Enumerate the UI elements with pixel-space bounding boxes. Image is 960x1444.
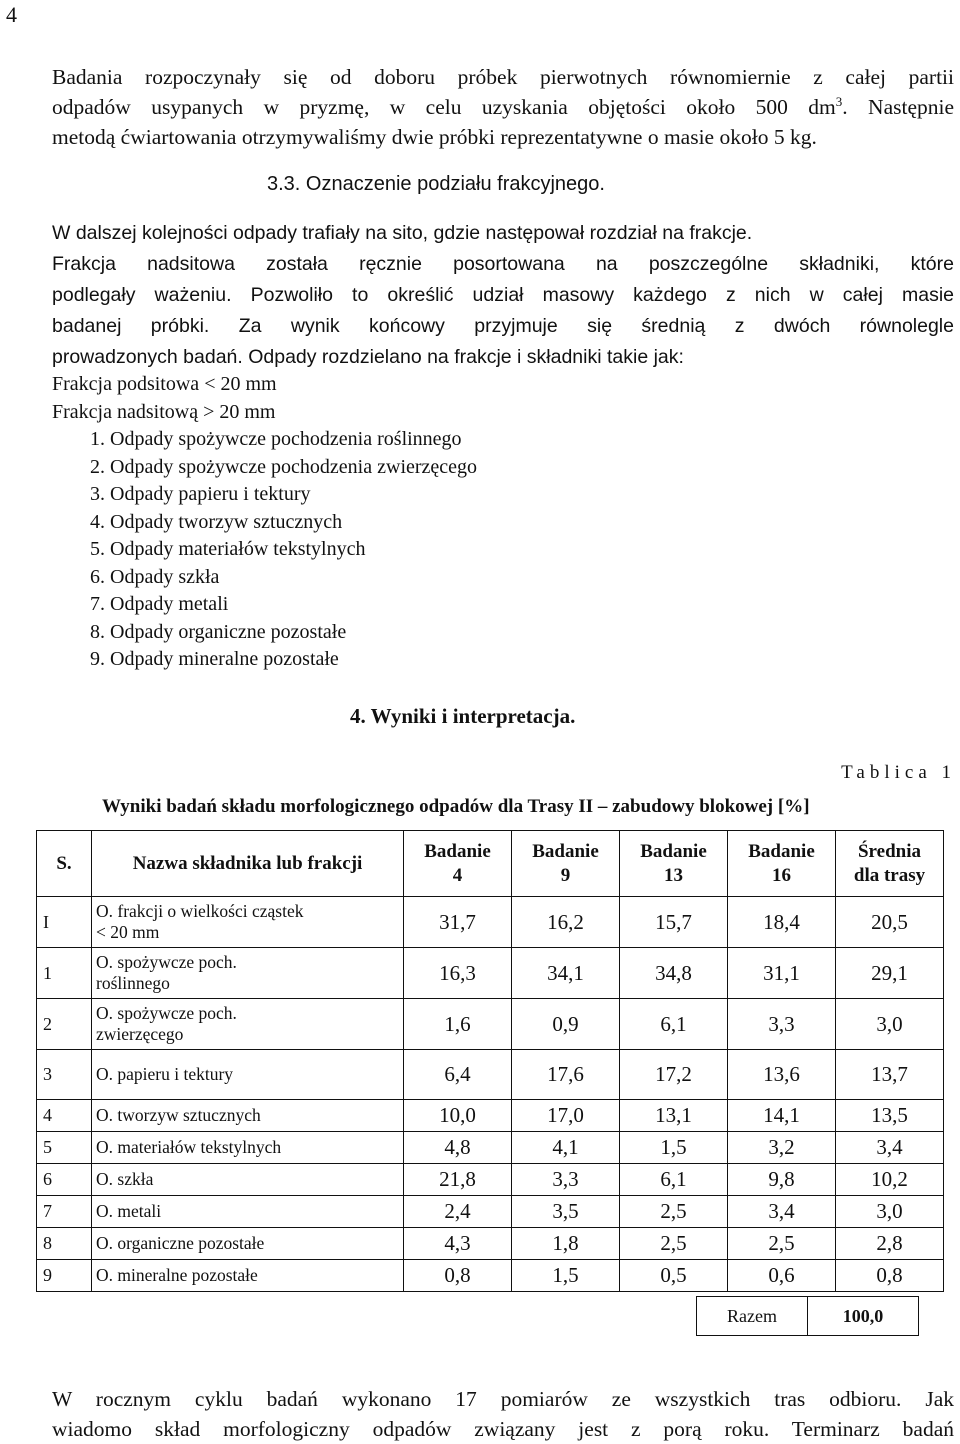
cell-b4: 0,8 (404, 1260, 512, 1292)
table-title: Wyniki badań składu morfologicznego odpadów dla Trasy II – zabudowy blokowej [%] (102, 796, 810, 817)
component-item: 9. Odpady mineralne pozostałe (90, 648, 339, 670)
header-average: Średnia dla trasy (836, 831, 944, 897)
table-row (37, 1132, 944, 1164)
section-3-3-line-4: badanej próbki. Za wynik końcowy przyjmuje się średnią z dwóch równolegle (52, 315, 954, 337)
cell-avg: 20,5 (836, 897, 944, 948)
cell-b13: 15,7 (620, 897, 728, 948)
component-item: 6. Odpady szkła (90, 565, 220, 588)
row-symbol: I (37, 897, 92, 948)
row-symbol: 7 (37, 1196, 92, 1228)
cell-avg: 3,0 (836, 1196, 944, 1228)
intro-line-2: odpadów usypanych w pryzmę, w celu uzyskania objętości około 500 $dm^3$. Następnie (52, 93, 955, 119)
total-table (696, 1296, 919, 1336)
table-row (37, 1228, 944, 1260)
cell-b16: 14,1 (728, 1100, 836, 1132)
component-item: 8. Odpady organiczne pozostałe (90, 620, 347, 643)
cell-b16: 13,6 (728, 1050, 836, 1100)
cell-avg: 0,8 (836, 1260, 944, 1292)
intro-paragraph (52, 62, 954, 152)
total-label: Razem (697, 1297, 808, 1336)
cell-b4: 2,4 (404, 1196, 512, 1228)
cell-b4: 10,0 (404, 1100, 512, 1132)
cell-avg: 2,8 (836, 1228, 944, 1260)
section-3-3-line-5: prowadzonych badań. Odpady rozdzielano na frakcje i składniki takie jak: (52, 346, 684, 368)
cell-b4: 1,6 (404, 999, 512, 1050)
row-name: O. mineralne pozostałe (92, 1260, 404, 1292)
section-3-3-line-1: W dalszej kolejności odpady trafiały na sito, gdzie następował rozdział na frakcje. (52, 222, 753, 244)
row-symbol: 5 (37, 1132, 92, 1164)
cell-b9: 1,5 (512, 1260, 620, 1292)
component-item: 1. Odpady spożywcze pochodzenia roślinnego (90, 428, 462, 450)
cell-b9: 34,1 (512, 948, 620, 999)
table-row (37, 999, 944, 1050)
cell-b4: 21,8 (404, 1164, 512, 1196)
cell-b4: 4,8 (404, 1132, 512, 1164)
fractions-list (52, 371, 477, 674)
cell-b16: 3,3 (728, 999, 836, 1050)
table-row (37, 1100, 944, 1132)
cell-b9: 3,3 (512, 1164, 620, 1196)
cell-avg: 13,5 (836, 1100, 944, 1132)
header-badanie-9: Badanie 9 (512, 831, 620, 897)
row-symbol: 1 (37, 948, 92, 999)
header-badanie-16: Badanie 16 (728, 831, 836, 897)
cell-b16: 9,8 (728, 1164, 836, 1196)
row-name: O. spożywcze poch. zwierzęcego (92, 999, 404, 1050)
closing-paragraph (52, 1384, 954, 1444)
row-name: O. szkła (92, 1164, 404, 1196)
intro-line-3: metodą ćwiartowania otrzymywaliśmy dwie próbki reprezentatywne o masie około 5 kg. (52, 125, 817, 149)
row-symbol: 8 (37, 1228, 92, 1260)
row-name: O. materiałów tekstylnych (92, 1132, 404, 1164)
cell-b13: 1,5 (620, 1132, 728, 1164)
closing-line-1: W rocznym cyklu badań wykonano 17 pomiarów ze wszystkich tras odbioru. Jak (52, 1387, 954, 1411)
component-item: 7. Odpady metali (90, 593, 229, 615)
cell-b9: 16,2 (512, 897, 620, 948)
cell-avg: 29,1 (836, 948, 944, 999)
cell-b13: 13,1 (620, 1100, 728, 1132)
intro-line-1: Badania rozpoczynały się od doboru próbek pierwotnych równomiernie z całej partii (52, 65, 954, 89)
cell-avg: 3,0 (836, 999, 944, 1050)
table-row (37, 1164, 944, 1196)
cell-b13: 34,8 (620, 948, 728, 999)
cell-b16: 3,2 (728, 1132, 836, 1164)
cell-b13: 2,5 (620, 1196, 728, 1228)
cell-b13: 2,5 (620, 1228, 728, 1260)
cell-b9: 3,5 (512, 1196, 620, 1228)
cell-b13: 17,2 (620, 1050, 728, 1100)
component-item: 4. Odpady tworzyw sztucznych (90, 510, 343, 533)
header-symbol: S. (37, 831, 92, 897)
table-label: Tablica 1 (841, 762, 956, 783)
row-symbol: 2 (37, 999, 92, 1050)
row-symbol: 4 (37, 1100, 92, 1132)
section-3-3-line-3: podlegały ważeniu. Pozwoliło to określić udział masowy każdego z nich w całej masie (52, 284, 954, 306)
cell-b16: 31,1 (728, 948, 836, 999)
cell-b4: 4,3 (404, 1228, 512, 1260)
cell-b9: 0,9 (512, 999, 620, 1050)
cell-avg: 3,4 (836, 1132, 944, 1164)
row-name: O. spożywcze poch. roślinnego (92, 948, 404, 999)
table-row (37, 1260, 944, 1292)
fraction-item: Frakcja nadsitową > 20 mm (52, 400, 276, 423)
results-table (36, 830, 944, 1292)
cell-b4: 16,3 (404, 948, 512, 999)
row-symbol: 9 (37, 1260, 92, 1292)
row-name: O. papieru i tektury (92, 1050, 404, 1100)
cell-b9: 17,0 (512, 1100, 620, 1132)
section-heading-3-3: 3.3. Oznaczenie podziału frakcyjnego. (267, 173, 605, 195)
cell-b9: 4,1 (512, 1132, 620, 1164)
cell-b13: 6,1 (620, 1164, 728, 1196)
row-name: O. tworzyw sztucznych (92, 1100, 404, 1132)
header-name: Nazwa składnika lub frakcji (92, 831, 404, 897)
cell-b16: 18,4 (728, 897, 836, 948)
fraction-item: Frakcja podsitowa < 20 mm (52, 373, 277, 395)
row-name: O. metali (92, 1196, 404, 1228)
header-badanie-13: Badanie 13 (620, 831, 728, 897)
cell-b9: 17,6 (512, 1050, 620, 1100)
component-item: 2. Odpady spożywcze pochodzenia zwierzęcego (90, 455, 478, 478)
header-badanie-4: Badanie 4 (404, 831, 512, 897)
cell-b16: 0,6 (728, 1260, 836, 1292)
page-number: 4 (6, 2, 17, 27)
cell-b13: 6,1 (620, 999, 728, 1050)
table-row (37, 897, 944, 948)
total-value: 100,0 (808, 1297, 919, 1336)
row-symbol: 3 (37, 1050, 92, 1100)
row-name: O. organiczne pozostałe (92, 1228, 404, 1260)
table-header-row (37, 831, 944, 897)
cell-b16: 3,4 (728, 1196, 836, 1228)
cell-b16: 2,5 (728, 1228, 836, 1260)
section-3-3-line-2: Frakcja nadsitowa została ręcznie posortowana na poszczególne składniki, które (52, 253, 954, 275)
cell-b13: 0,5 (620, 1260, 728, 1292)
section-3-3-paragraph (52, 218, 954, 373)
closing-line-2: wiadomo skład morfologiczny odpadów związany jest z porą roku. Terminarz badań (52, 1417, 954, 1441)
cell-b4: 31,7 (404, 897, 512, 948)
cell-avg: 13,7 (836, 1050, 944, 1100)
cell-b4: 6,4 (404, 1050, 512, 1100)
section-heading-4: 4. Wyniki i interpretacja. (350, 704, 576, 728)
row-symbol: 6 (37, 1164, 92, 1196)
table-row (37, 948, 944, 999)
row-name: O. frakcji o wielkości cząstek < 20 mm (92, 897, 404, 948)
cell-avg: 10,2 (836, 1164, 944, 1196)
component-item: 5. Odpady materiałów tekstylnych (90, 538, 366, 560)
table-row (37, 1196, 944, 1228)
component-item: 3. Odpady papieru i tektury (90, 483, 311, 505)
table-row (37, 1050, 944, 1100)
cell-b9: 1,8 (512, 1228, 620, 1260)
